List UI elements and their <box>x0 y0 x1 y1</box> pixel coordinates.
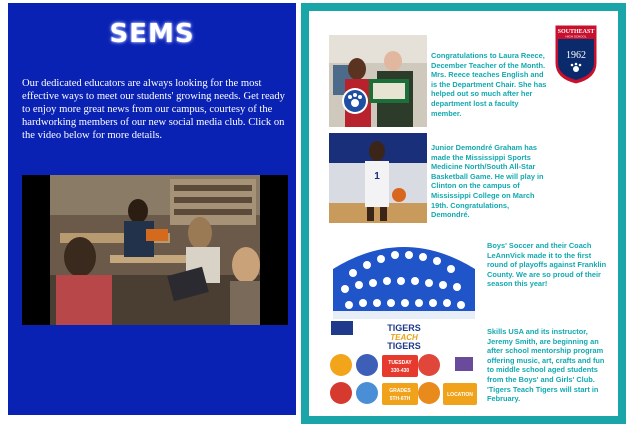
tigers-teach-tigers-poster <box>329 319 479 411</box>
intro-paragraph: Our dedicated educators are always looking for the most effective ways to meet our students' growing needs. Get ready to enjoy more great news from our campus, courtesy of the hardworking members of our new social media club. Click on the video below for more details. <box>22 78 285 141</box>
right-panel <box>301 3 626 424</box>
story-all-star-basketball: Junior Demondré Graham has made the Mississippi Sports Medicine North/South All-Star Basketball Game. He will play in Clinton on the campus of Mississippi College on March 19th. Congratulations, Demondré. <box>431 143 544 220</box>
poster-day: TUESDAY <box>388 360 412 366</box>
story-boys-soccer: Boys' Soccer and their Coach LeAnnVick made it to the first round of playoffs against Franklin County. We are so proud of their season this year! <box>487 241 607 289</box>
poster-title-1: TIGERS <box>387 323 421 333</box>
badge-year: 1962 <box>566 50 586 61</box>
left-panel <box>8 3 296 415</box>
classroom-video-frame[interactable] <box>50 175 260 325</box>
basketball-player-photo <box>329 133 427 223</box>
svg-text:1: 1 <box>374 171 380 182</box>
poster-title-2: TEACH <box>390 333 418 342</box>
story-teacher-of-month: Congratulations to Laura Reece, December Teacher of the Month. Mrs. Reece teaches English and is the Department Chair. She has helped out so much after her department lost a faculty member. <box>431 51 547 118</box>
sems-logo: SEMS <box>109 19 195 49</box>
poster-grades: GRADES <box>389 388 411 394</box>
teacher-award-photo <box>329 35 427 127</box>
poster-title-3: TIGERS <box>387 341 421 351</box>
video-player[interactable] <box>22 175 288 325</box>
soccer-team-photo <box>329 229 479 319</box>
badge-subtitle: HIGH SCHOOL <box>565 34 587 39</box>
story-skills-usa: Skills USA and its instructor, Jeremy Smith, are beginning an after school mentorship program offering music, art, crafts and fun to middle school aged students from the Boys' and Girls' Club. 'Tigers Teach Tigers will start in February. <box>487 327 605 404</box>
southeast-crest-icon <box>553 23 599 85</box>
news-card <box>309 11 618 416</box>
poster-location: LOCATION <box>447 392 473 398</box>
poster-grades-value: 5TH-6TH <box>389 396 411 402</box>
badge-name: SOUTHEAST <box>557 29 595 35</box>
poster-time: 330-430 <box>390 368 410 374</box>
